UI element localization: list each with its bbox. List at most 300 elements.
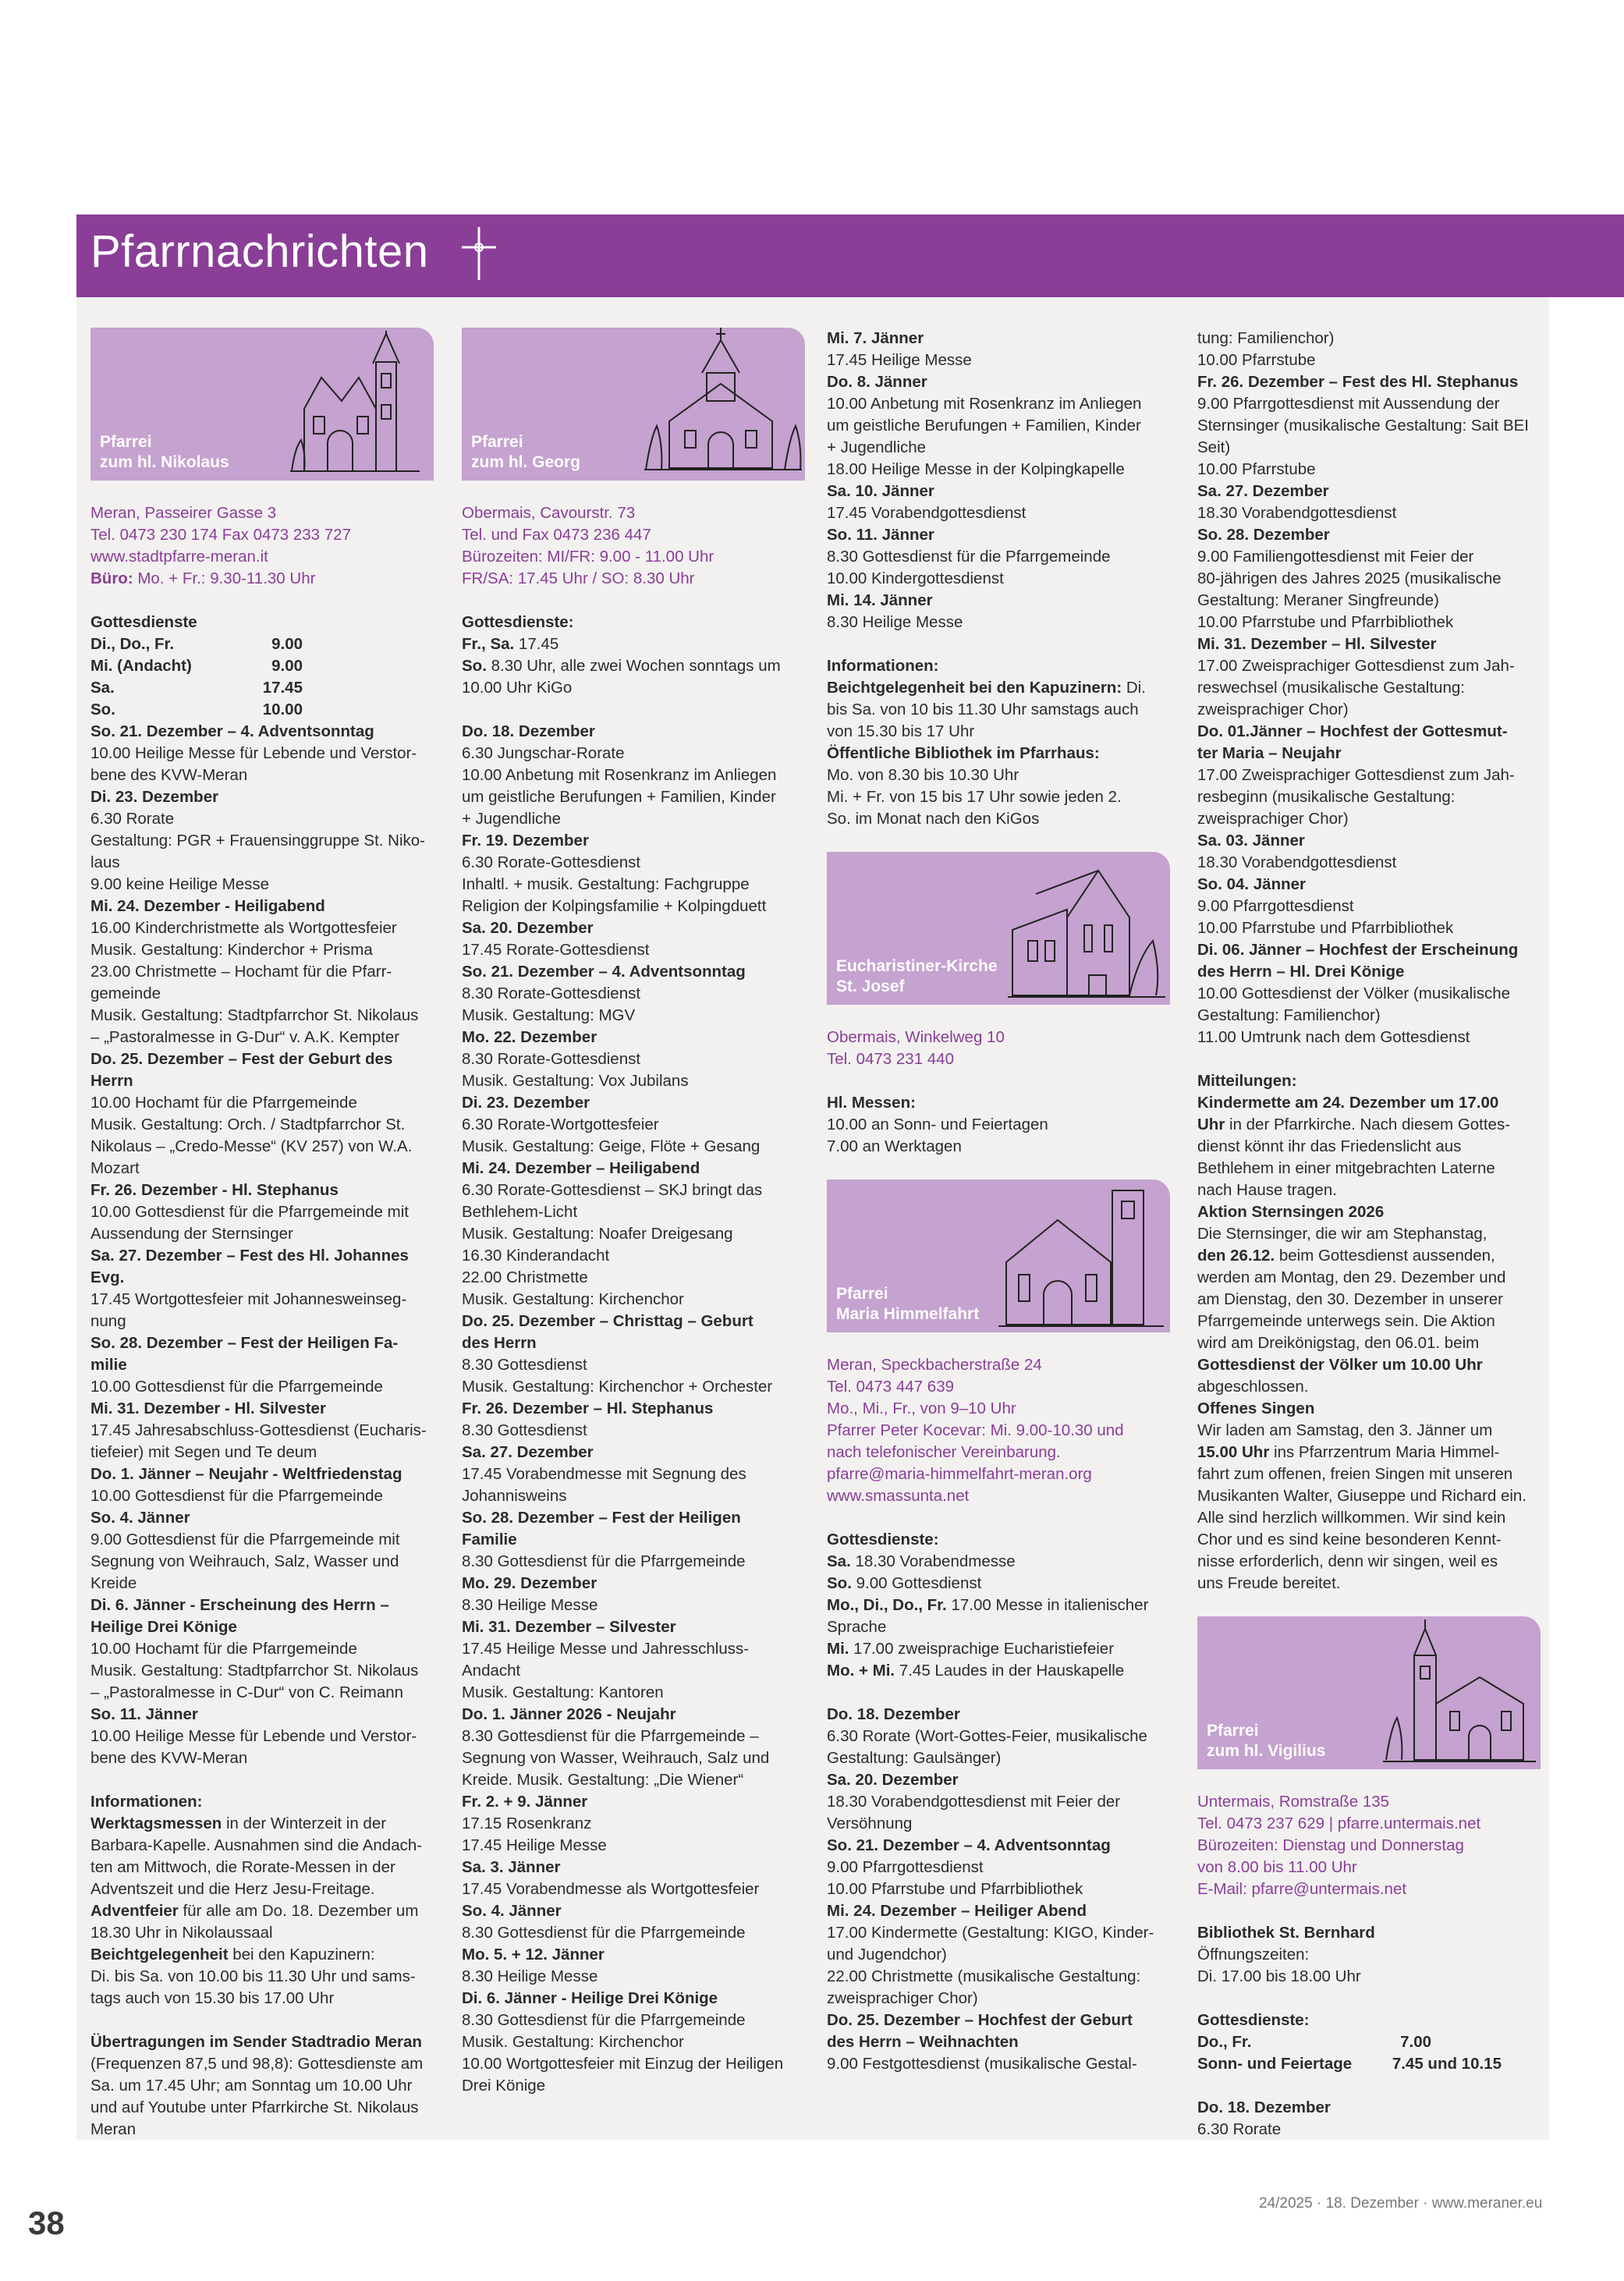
page-number: 38 <box>28 2205 65 2241</box>
text-heading-line: des Herrn <box>462 1334 537 1352</box>
text-line: nisse erforderlich, denn wir singen, weil es <box>1197 1552 1498 1570</box>
text-line: 22.00 Christmette <box>462 1268 588 1286</box>
contact-line: pfarre@maria-himmelfahrt-meran.org <box>827 1465 1092 1483</box>
text-heading-line: Mo. 22. Dezember <box>462 1028 597 1046</box>
text-line: 10.00 Hochamt für die Pfarrgemeinde <box>90 1094 357 1112</box>
text-line: zweisprachiger Chor) <box>1197 701 1349 718</box>
text-heading-line: Mi. 14. Jänner <box>827 591 933 609</box>
text-line: 16.00 Kinderchristmette als Wortgottesfeier <box>90 919 397 937</box>
text-line: Beichtgelegenheit bei den Kapuzinern: Di. <box>827 679 1146 697</box>
text-line: Musik. Gestaltung: MGV <box>462 1006 636 1024</box>
text-line: Sa. 18.30 Vorabendmesse <box>827 1552 1016 1570</box>
schedule-row <box>90 699 303 721</box>
text-heading-line: Sa. 20. Dezember <box>827 1771 959 1789</box>
schedule-day: Mi. (Andacht) <box>90 657 192 675</box>
text-heading-line: Informationen: <box>827 657 939 675</box>
text-heading-line: Fr. 26. Dezember – Fest des Hl. Stephanus <box>1197 373 1519 391</box>
text-line: Bethlehem-Licht <box>462 1203 578 1221</box>
text-line: 80-jährigen des Jahres 2025 (musikalische <box>1197 569 1502 587</box>
parish-name-line: Pfarrei <box>836 1285 888 1303</box>
spacer <box>462 590 805 612</box>
text-line: 9.00 Familiengottesdienst mit Feier der <box>1197 548 1474 566</box>
text-heading-line: Di. 23. Dezember <box>462 1094 590 1112</box>
text-line: 6.30 Rorate-Wortgottesfeier <box>462 1116 659 1133</box>
text-line: 22.00 Christmette (musikalische Gestaltung: <box>827 1967 1141 1985</box>
schedule-row <box>90 655 303 677</box>
schedule-row <box>1197 2031 1431 2053</box>
text-line: 9.00 Pfarrgottesdienst mit Aussendung der <box>1197 395 1500 413</box>
text-line: 9.00 keine Heilige Messe <box>90 875 270 893</box>
text-line: 10.00 Anbetung mit Rosenkranz im Anliegen <box>827 395 1142 413</box>
text-line: 18.30 Vorabendgottesdienst <box>1197 504 1397 522</box>
text-heading-line: Di. 06. Jänner – Hochfest der Erscheinung <box>1197 941 1519 959</box>
text-line: Fr., Sa. 17.45 <box>462 635 559 653</box>
text-line: Di. bis Sa. von 10.00 bis 11.30 Uhr und sams- <box>90 1967 416 1985</box>
text-line: Musik. Gestaltung: Stadtpfarrchor St. Nikolaus <box>90 1662 419 1680</box>
text-heading-line: So. 21. Dezember – 4. Adventsonntag <box>827 1836 1111 1854</box>
schedule-day: Di., Do., Fr. <box>90 635 175 653</box>
contact-line: www.smassunta.net <box>827 1487 970 1505</box>
text-line: Musik. Gestaltung: Vox Jubilans <box>462 1072 689 1090</box>
text-heading-line: So. 04. Jänner <box>1197 875 1307 893</box>
parish-name-line: Pfarrei <box>100 433 152 451</box>
text-heading-line: Do. 18. Dezember <box>462 722 595 740</box>
text-line: 10.00 Pfarrstube und Pfarrbibliothek <box>827 1880 1083 1898</box>
text-heading-line: Aktion Sternsingen 2026 <box>1197 1203 1385 1221</box>
text-line: Adventfeier für alle am Do. 18. Dezember um <box>90 1902 419 1920</box>
text-line: 17.45 Heilige Messe <box>827 351 972 369</box>
text-line: tags auch von 15.30 bis 17.00 Uhr <box>90 1989 335 2007</box>
text-heading-line: Do. 1. Jänner 2026 - Neujahr <box>462 1705 676 1723</box>
text-line: bene des KVW-Meran <box>90 1749 248 1767</box>
text-line: tiefeier) mit Segen und Te deum <box>90 1443 317 1461</box>
parish-name-line: zum hl. Georg <box>471 453 581 471</box>
text-line: 11.00 Umtrunk nach dem Gottesdienst <box>1197 1028 1470 1046</box>
contact-line: Bürozeiten: Dienstag und Donnerstag <box>1197 1836 1464 1854</box>
text-heading-line: Di. 23. Dezember <box>90 788 219 806</box>
text-line: abgeschlossen. <box>1197 1378 1309 1396</box>
text-line: Musik. Gestaltung: Orch. / Stadtpfarrchor St. <box>90 1116 406 1133</box>
text-line: 10.00 Pfarrstube und Pfarrbibliothek <box>1197 613 1454 631</box>
parish-name <box>836 956 998 997</box>
text-line: 10.00 Gottesdienst für die Pfarrgemeinde <box>90 1378 383 1396</box>
text-heading-line: Sa. 10. Jänner <box>827 482 934 500</box>
text-heading-line: Öffentliche Bibliothek im Pfarrhaus: <box>827 744 1100 762</box>
text-heading-line: Di. 6. Jänner - Heilige Drei Könige <box>462 1989 718 2007</box>
text-line: 9.00 Pfarrgottesdienst <box>1197 897 1354 915</box>
contact-line: nach telefonischer Vereinbarung. <box>827 1443 1061 1461</box>
text-line: 18.30 Vorabendgottesdienst mit Feier der <box>827 1793 1121 1811</box>
text-line: 18.30 Uhr in Nikolaussaal <box>90 1924 273 1942</box>
church-josef-icon <box>1005 855 1168 1003</box>
text-heading-line: Bibliothek St. Bernhard <box>1197 1924 1375 1942</box>
text-heading-line: Gottesdienste: <box>1197 2011 1310 2029</box>
text-heading-line: Sa. 27. Dezember <box>462 1443 594 1461</box>
text-heading-line: Do. 25. Dezember – Fest der Geburt des <box>90 1050 393 1068</box>
text-line: Sa. um 17.45 Uhr; am Sonntag um 10.00 Uhr <box>90 2077 413 2095</box>
parish-header-card <box>1197 1616 1541 1769</box>
text-heading-line: Do. 18. Dezember <box>1197 2098 1331 2116</box>
text-line: 10.00 Pfarrstube und Pfarrbibliothek <box>1197 919 1454 937</box>
spacer <box>462 481 805 502</box>
contact-line: Pfarrer Peter Kocevar: Mi. 9.00-10.30 und <box>827 1421 1124 1439</box>
text-line: uns Freude bereitet. <box>1197 1574 1341 1592</box>
text-line: 17.00 Kindermette (Gestaltung: KIGO, Kinder- <box>827 1924 1154 1942</box>
text-line: 8.30 Heilige Messe <box>462 1967 598 1985</box>
text-line: 10.00 Gottesdienst für die Pfarrgemeinde mit <box>90 1203 409 1221</box>
text-line: und Jugendchor) <box>827 1946 947 1964</box>
parish-name-line: Maria Himmelfahrt <box>836 1305 980 1323</box>
text-heading-line: Gottesdienst der Völker um 10.00 Uhr <box>1197 1356 1483 1374</box>
parish-name-line: St. Josef <box>836 977 905 995</box>
spacer <box>827 633 1170 655</box>
column-2 <box>462 328 805 2097</box>
text-line: Alle sind herzlich willkommen. Wir sind kein <box>1197 1509 1506 1527</box>
text-line: 8.30 Rorate-Gottesdienst <box>462 1050 641 1068</box>
text-line: um geistliche Berufungen + Familien, Kinder <box>827 417 1141 435</box>
parish-name-line: Pfarrei <box>471 433 523 451</box>
text-line: 15.00 Uhr ins Pfarrzentrum Maria Himmel- <box>1197 1443 1500 1461</box>
text-heading-line: Familie <box>462 1531 517 1548</box>
text-heading-line: Heilige Drei Könige <box>90 1618 237 1636</box>
text-line: + Jugendliche <box>827 438 927 456</box>
text-line: Mo. + Mi. 7.45 Laudes in der Hauskapelle <box>827 1662 1125 1680</box>
text-heading-line: des Herrn – Hl. Drei Könige <box>1197 963 1405 981</box>
contact-line: Untermais, Romstraße 135 <box>1197 1793 1390 1811</box>
text-line: 6.30 Rorate-Gottesdienst – SKJ bringt das <box>462 1181 763 1199</box>
spacer <box>1197 1900 1541 1922</box>
parish-header-card <box>827 852 1170 1005</box>
text-line: 9.00 Pfarrgottesdienst <box>827 1858 984 1876</box>
contact-line: E-Mail: pfarre@untermais.net <box>1197 1880 1407 1898</box>
text-heading-line: milie <box>90 1356 127 1374</box>
spacer <box>90 590 434 612</box>
contact-line: Tel. 0473 231 440 <box>827 1050 954 1068</box>
text-heading-line: Mitteilungen: <box>1197 1072 1297 1090</box>
text-line: 8.30 Gottesdienst für die Pfarrgemeinde – <box>462 1727 759 1745</box>
text-line: So. 9.00 Gottesdienst <box>827 1574 982 1592</box>
text-heading-line: Mi. 24. Dezember – Heiligabend <box>462 1159 700 1177</box>
text-line: 8.30 Heilige Messe <box>827 613 963 631</box>
spacer <box>827 1158 1170 1180</box>
text-heading-line: Mi. 31. Dezember - Hl. Silvester <box>90 1399 326 1417</box>
page-title: Pfarrnachrichten <box>90 226 429 277</box>
text-line: Die Sternsinger, die wir am Stephanstag, <box>1197 1225 1487 1243</box>
church-himmelfahrt-icon <box>995 1184 1167 1332</box>
parish-name <box>836 1284 979 1325</box>
text-line: – „Pastoralmesse in G-Dur“ v. A.K. Kempter <box>90 1028 400 1046</box>
text-heading-line: Do. 01.Jänner – Hochfest der Gottesmut- <box>1197 722 1508 740</box>
text-line: 6.30 Jungschar-Rorate <box>462 744 625 762</box>
text-line: 17.15 Rosenkranz <box>462 1815 592 1832</box>
contact-line: Büro: Mo. + Fr.: 9.30-11.30 Uhr <box>90 569 316 587</box>
text-line: Segnung von Weihrauch, Salz, Wasser und <box>90 1552 399 1570</box>
text-line: Musik. Gestaltung: Geige, Flöte + Gesang <box>462 1137 761 1155</box>
text-line: 23.00 Christmette – Hochamt für die Pfarr- <box>90 963 392 981</box>
text-line: Segnung von Wasser, Weihrauch, Salz und <box>462 1749 770 1767</box>
spacer <box>827 1332 1170 1354</box>
schedule-time: 10.00 <box>262 701 303 718</box>
spacer <box>827 1507 1170 1529</box>
schedule-day: Sa. <box>90 679 115 697</box>
text-heading-line: Evg. <box>90 1268 125 1286</box>
text-line: So. 8.30 Uhr, alle zwei Wochen sonntags um <box>462 657 781 675</box>
text-heading-line: So. 28. Dezember <box>1197 526 1330 544</box>
text-line: Andacht <box>462 1662 521 1680</box>
spacer <box>827 1682 1170 1704</box>
text-line: 6.30 Rorate <box>90 810 175 828</box>
text-line: nung <box>90 1312 126 1330</box>
text-heading-line: Hl. Messen: <box>827 1094 916 1112</box>
text-line: Wir laden am Samstag, den 3. Jänner um <box>1197 1421 1493 1439</box>
text-line: 17.45 Jahresabschluss-Gottesdienst (Eucharis- <box>90 1421 427 1439</box>
contact-line: Tel. 0473 447 639 <box>827 1378 954 1396</box>
text-line: 16.30 Kinderandacht <box>462 1247 610 1265</box>
text-line: reswechsel (musikalische Gestaltung: <box>1197 679 1465 697</box>
text-heading-line: So. 28. Dezember – Fest der Heiligen Fa- <box>90 1334 399 1352</box>
contact-line: von 8.00 bis 11.00 Uhr <box>1197 1858 1357 1876</box>
text-line: den 26.12. beim Gottesdienst aussenden, <box>1197 1247 1495 1265</box>
text-line: Sternsinger (musikalische Gestaltung: Sait BEI <box>1197 417 1529 435</box>
text-line: 10.00 Heilige Messe für Lebende und Verstor- <box>90 1727 417 1745</box>
text-heading-line: So. 21. Dezember – 4. Adventsonntag <box>462 963 746 981</box>
text-line: Meran <box>90 2120 137 2138</box>
text-heading-line: Mo. 29. Dezember <box>462 1574 597 1592</box>
contact-line: Meran, Speckbacherstraße 24 <box>827 1356 1042 1374</box>
header-bar <box>76 215 1624 297</box>
text-line: 9.00 Festgottesdienst (musikalische Gestal- <box>827 2055 1137 2073</box>
contact-line: Tel. und Fax 0473 236 447 <box>462 526 651 544</box>
text-line: Musikanten Walter, Giuseppe und Richard ein. <box>1197 1487 1526 1505</box>
text-heading-line: Do. 1. Jänner – Neujahr - Weltfriedenstag <box>90 1465 402 1483</box>
text-heading-line: Gottesdienste <box>90 613 197 631</box>
text-line: 8.30 Gottesdienst für die Pfarrgemeinde <box>462 1552 746 1570</box>
text-line: wird am Dreikönigstag, den 06.01. beim <box>1197 1334 1480 1352</box>
parish-name-line: Pfarrei <box>1207 1722 1259 1740</box>
text-line: 17.00 Zweisprachiger Gottesdienst zum Jah- <box>1197 766 1515 784</box>
text-line: 10.00 Uhr KiGo <box>462 679 573 697</box>
text-line: Sprache <box>827 1618 887 1636</box>
text-line: Versöhnung <box>827 1815 913 1832</box>
text-line: Mo., Di., Do., Fr. 17.00 Messe in italienischer <box>827 1596 1149 1614</box>
text-line: Musik. Gestaltung: Kirchenchor + Orchester <box>462 1378 773 1396</box>
spacer <box>1197 2075 1541 2097</box>
parish-name <box>471 432 580 473</box>
text-line: 17.45 Vorabendgottesdienst <box>827 504 1027 522</box>
text-line: Gestaltung: PGR + Frauensinggruppe St. Niko- <box>90 832 426 850</box>
text-heading-line: Fr. 26. Dezember – Hl. Stephanus <box>462 1399 714 1417</box>
text-heading-line: So. 11. Jänner <box>90 1705 198 1723</box>
text-line: 8.30 Gottesdienst für die Pfarrgemeinde <box>462 2011 746 2029</box>
schedule-row <box>90 633 303 655</box>
text-heading-line: Informationen: <box>90 1793 203 1811</box>
schedule-time: 9.00 <box>271 635 303 653</box>
contact-line: Meran, Passeirer Gasse 3 <box>90 504 277 522</box>
text-heading-line: Offenes Singen <box>1197 1399 1315 1417</box>
text-line: gemeinde <box>90 984 161 1002</box>
text-heading-line: Mo. 5. + 12. Jänner <box>462 1946 605 1964</box>
church-georg-icon <box>641 328 805 476</box>
text-line: zweisprachiger Chor) <box>1197 810 1349 828</box>
text-heading-line: Sa. 27. Dezember – Fest des Hl. Johannes <box>90 1247 409 1265</box>
text-heading-line: Mi. 7. Jänner <box>827 329 924 347</box>
text-line: 17.00 Zweisprachiger Gottesdienst zum Jah- <box>1197 657 1515 675</box>
text-line: zweisprachiger Chor) <box>827 1989 978 2007</box>
column-3 <box>827 328 1170 2075</box>
spacer <box>827 1005 1170 1027</box>
text-heading-line: des Herrn – Weihnachten <box>827 2033 1019 2051</box>
cross-icon <box>457 224 501 283</box>
text-line: und auf Youtube unter Pfarrkirche St. Nikolaus <box>90 2098 419 2116</box>
text-line: 10.00 Hochamt für die Pfarrgemeinde <box>90 1640 357 1658</box>
text-line: 10.00 Gottesdienst der Völker (musikalische <box>1197 984 1511 1002</box>
text-line: Mo. von 8.30 bis 10.30 Uhr <box>827 766 1019 784</box>
text-line: ten am Mittwoch, die Rorate-Messen in der <box>90 1858 395 1876</box>
text-heading-line: Fr. 19. Dezember <box>462 832 589 850</box>
text-line: um geistliche Berufungen + Familien, Kinder <box>462 788 776 806</box>
text-line: werden am Montag, den 29. Dezember und <box>1197 1268 1506 1286</box>
text-line: 8.30 Gottesdienst <box>462 1421 587 1439</box>
text-line: 8.30 Gottesdienst für die Pfarrgemeinde <box>462 1924 746 1942</box>
parish-name-line: Eucharistiner-Kirche <box>836 957 998 975</box>
text-line: 17.45 Rorate-Gottesdienst <box>462 941 650 959</box>
text-line: 10.00 Wortgottesfeier mit Einzug der Heiligen <box>462 2055 784 2073</box>
text-line: bis Sa. von 10 bis 11.30 Uhr samstags auch <box>827 701 1139 718</box>
schedule-time: 7.00 <box>1400 2033 1431 2051</box>
text-line: Seit) <box>1197 438 1231 456</box>
schedule-day: Do., Fr. <box>1197 2033 1252 2051</box>
text-line: Pfarrgemeinde unterwegs sein. Die Aktion <box>1197 1312 1495 1330</box>
text-line: 10.00 an Sonn- und Feiertagen <box>827 1116 1048 1133</box>
issue-footer: 24/2025 · 18. Dezember · www.meraner.eu <box>1259 2195 1543 2212</box>
text-line: 9.00 Gottesdienst für die Pfarrgemeinde mit <box>90 1531 400 1548</box>
contact-line: FR/SA: 17.45 Uhr / SO: 8.30 Uhr <box>462 569 695 587</box>
text-line: Musik. Gestaltung: Kinderchor + Prisma <box>90 941 373 959</box>
text-heading-line: Sa. 03. Jänner <box>1197 832 1305 850</box>
text-line: Musik. Gestaltung: Stadtpfarrchor St. Nikolaus <box>90 1006 419 1024</box>
text-line: Musik. Gestaltung: Kirchenchor <box>462 2033 684 2051</box>
text-line: 17.45 Heilige Messe <box>462 1836 607 1854</box>
text-line: dienst könnt ihr das Friedenslicht aus <box>1197 1137 1462 1155</box>
text-line: 17.45 Wortgottesfeier mit Johannesweinseg- <box>90 1290 407 1308</box>
text-line: 6.30 Rorate (Wort-Gottes-Feier, musikalische <box>827 1727 1147 1745</box>
spacer <box>827 830 1170 852</box>
parish-name <box>1207 1721 1325 1761</box>
column-4 <box>1197 328 1541 2141</box>
text-heading-line: Fr. 26. Dezember - Hl. Stephanus <box>90 1181 339 1199</box>
text-line: Beichtgelegenheit bei den Kapuzinern: <box>90 1946 375 1964</box>
schedule-row <box>1197 2053 1502 2075</box>
text-line: 18.30 Vorabendgottesdienst <box>1197 853 1397 871</box>
schedule-time: 17.45 <box>262 679 303 697</box>
text-line: Gestaltung: Familienchor) <box>1197 1006 1381 1024</box>
text-heading-line: Di. 6. Jänner - Erscheinung des Herrn – <box>90 1596 389 1614</box>
spacer <box>462 699 805 721</box>
text-line: 10.00 Anbetung mit Rosenkranz im Anliegen <box>462 766 777 784</box>
text-line: Gestaltung: Gaulsänger) <box>827 1749 1002 1767</box>
text-line: 8.30 Heilige Messe <box>462 1596 598 1614</box>
spacer <box>827 1070 1170 1092</box>
spacer <box>1197 1769 1541 1791</box>
text-line: von 15.30 bis 17 Uhr <box>827 722 975 740</box>
contact-line: Obermais, Winkelweg 10 <box>827 1028 1005 1046</box>
text-line: Mozart <box>90 1159 140 1177</box>
text-line: Di. 17.00 bis 18.00 Uhr <box>1197 1967 1361 1985</box>
text-line: nach Hause tragen. <box>1197 1181 1337 1199</box>
text-line: 17.45 Vorabendmesse mit Segnung des <box>462 1465 746 1483</box>
text-line: (Frequenzen 87,5 und 98,8): Gottesdienste am <box>90 2055 424 2073</box>
parish-name <box>100 432 229 473</box>
text-line: 8.30 Gottesdienst für die Pfarrgemeinde <box>827 548 1111 566</box>
text-line: 10.00 Kindergottesdienst <box>827 569 1004 587</box>
text-line: Kreide <box>90 1574 137 1592</box>
text-line: 10.00 Gottesdienst für die Pfarrgemeinde <box>90 1487 383 1505</box>
schedule-day: Sonn- und Feiertage <box>1197 2055 1353 2073</box>
contact-line: Tel. 0473 230 174 Fax 0473 233 727 <box>90 526 351 544</box>
text-heading-line: Mi. 24. Dezember - Heiligabend <box>90 897 325 915</box>
spacer <box>1197 1988 1541 2010</box>
text-line: 6.30 Rorate-Gottesdienst <box>462 853 641 871</box>
text-heading-line: So. 4. Jänner <box>90 1509 190 1527</box>
text-line: Musik. Gestaltung: Kirchenchor <box>462 1290 684 1308</box>
text-heading-line: Mi. 31. Dezember – Hl. Silvester <box>1197 635 1437 653</box>
text-line: tung: Familienchor) <box>1197 329 1335 347</box>
parish-header-card <box>827 1180 1170 1332</box>
text-heading-line: Mi. 31. Dezember – Silvester <box>462 1618 676 1636</box>
text-heading-line: Übertragungen im Sender Stadtradio Meran <box>90 2033 422 2051</box>
text-heading-line: So. 11. Jänner <box>827 526 934 544</box>
spacer <box>90 481 434 502</box>
text-line: 17.45 Vorabendmesse als Wortgottesfeier <box>462 1880 760 1898</box>
text-heading-line: Gottesdienste: <box>462 613 574 631</box>
text-line: Johannisweins <box>462 1487 567 1505</box>
text-line: Mi. 17.00 zweisprachige Eucharistiefeier <box>827 1640 1115 1658</box>
text-line: + Jugendliche <box>462 810 562 828</box>
text-heading-line: Do. 25. Dezember – Christtag – Geburt <box>462 1312 753 1330</box>
text-line: Bethlehem in einer mitgebrachten Laterne <box>1197 1159 1495 1177</box>
spacer <box>90 2010 434 2031</box>
spacer <box>1197 1595 1541 1616</box>
spacer <box>1197 1048 1541 1070</box>
contact-line: Tel. 0473 237 629 | pfarre.untermais.net <box>1197 1815 1481 1832</box>
text-heading-line: Mi. 24. Dezember – Heiliger Abend <box>827 1902 1087 1920</box>
text-line: Musik. Gestaltung: Noafer Dreigesang <box>462 1225 733 1243</box>
text-line: 18.00 Heilige Messe in der Kolpingkapelle <box>827 460 1125 478</box>
text-line: am Dienstag, den 30. Dezember in unserer <box>1197 1290 1503 1308</box>
text-line: Gestaltung: Meraner Singfreunde) <box>1197 591 1439 609</box>
text-line: 8.30 Gottesdienst <box>462 1356 587 1374</box>
church-vigilius-icon <box>1381 1619 1537 1768</box>
text-heading-line: Sa. 20. Dezember <box>462 919 594 937</box>
text-line: Aussendung der Sternsinger <box>90 1225 293 1243</box>
text-heading-line: Sa. 27. Dezember <box>1197 482 1329 500</box>
text-line: So. im Monat nach den KiGos <box>827 810 1040 828</box>
text-heading-line: So. 4. Jänner <box>462 1902 562 1920</box>
text-line: 8.30 Rorate-Gottesdienst <box>462 984 641 1002</box>
text-line: bene des KVW-Meran <box>90 766 248 784</box>
text-line: Drei Könige <box>462 2077 546 2095</box>
text-line: Inhaltl. + musik. Gestaltung: Fachgruppe <box>462 875 750 893</box>
contact-line: Mo., Mi., Fr., von 9–10 Uhr <box>827 1399 1016 1417</box>
text-heading-line: Do. 25. Dezember – Hochfest der Geburt <box>827 2011 1133 2029</box>
text-line: 10.00 Pfarrstube <box>1197 351 1316 369</box>
text-heading-line: Kindermette am 24. Dezember um 17.00 <box>1197 1094 1499 1112</box>
text-line: 10.00 Pfarrstube <box>1197 460 1316 478</box>
text-line: – „Pastoralmesse in C-Dur“ von C. Reimann <box>90 1683 404 1701</box>
text-heading-line: So. 28. Dezember – Fest der Heiligen <box>462 1509 741 1527</box>
schedule-day: So. <box>90 701 115 718</box>
text-heading-line: So. 21. Dezember – 4. Adventsonntag <box>90 722 374 740</box>
